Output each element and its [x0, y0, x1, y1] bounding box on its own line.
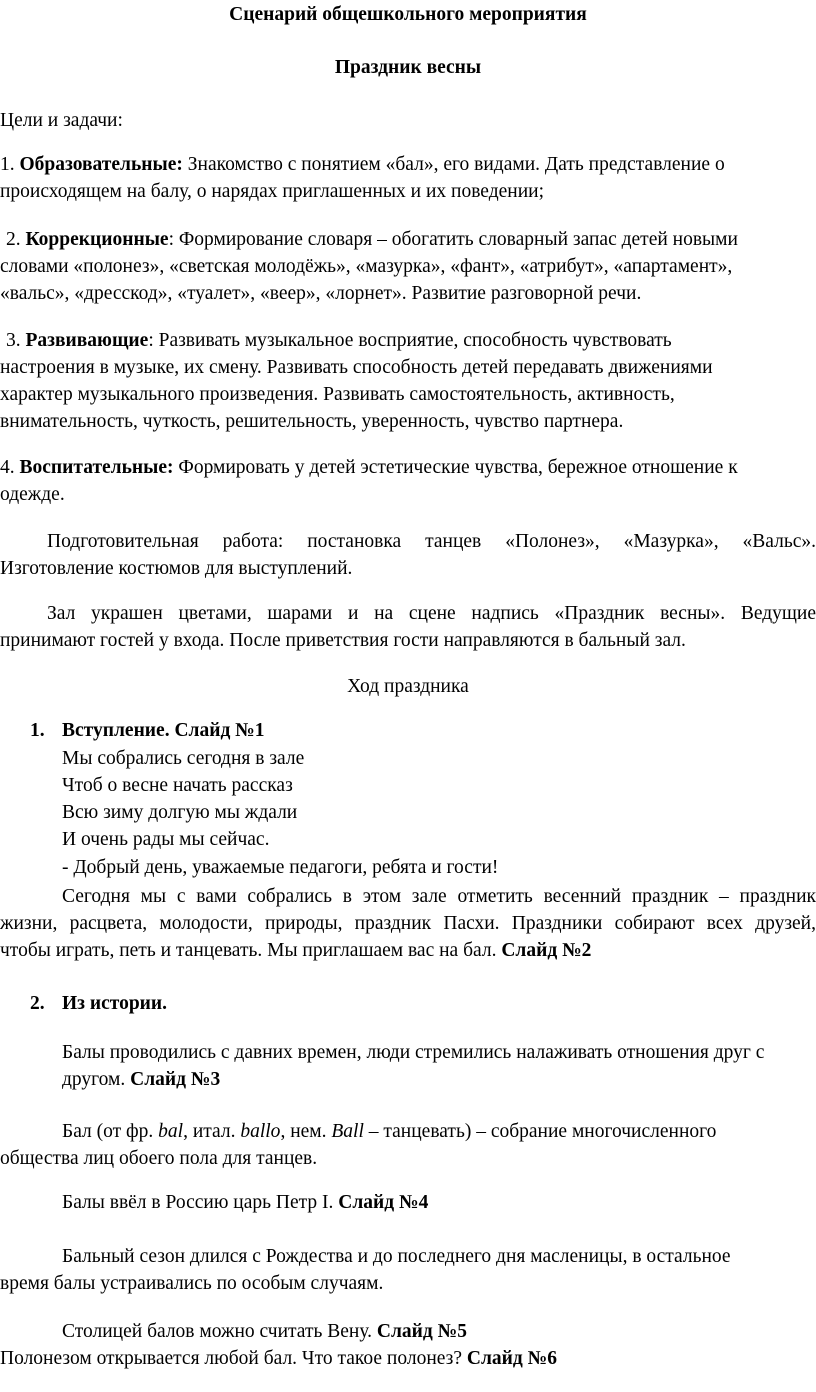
goal-text: : Формирование словаря – обогатить словарный запас детей новыми: [168, 229, 738, 250]
poem-line: Чтоб о весне начать рассказ: [62, 775, 293, 796]
poem-line: И очень рады мы сейчас.: [62, 829, 270, 850]
paragraph-line: Балы проводились с давних времен, люди стремились налаживать отношения друг с: [62, 1042, 765, 1063]
goals-heading: Цели и задачи:: [0, 110, 123, 131]
goal-text: настроения в музыке, их смену. Развивать способность детей передавать движениями: [0, 357, 713, 378]
definition-line: Бал (от фр. bal, итал. ballo, нем. Ball – танцевать) – собрание многочисленного: [62, 1121, 717, 1142]
goal-text: «вальс», «дресскод», «туалет», «веер», «лорнет». Развитие разговорной речи.: [0, 283, 642, 304]
poem-line: Всю зиму долгую мы ждали: [62, 802, 298, 823]
slide-ref: Слайд №2: [501, 940, 592, 961]
paragraph-line: Сегодня мы с вами собрались в этом зале отметить весенний праздник – праздник: [62, 886, 816, 907]
page-title: Сценарий общешкольного мероприятия: [229, 4, 587, 25]
goal-text: : Развивать музыкальное восприятие, способность чувствовать: [148, 330, 672, 351]
paragraph-line: Полонезом открывается любой бал. Что такое полонез?: [0, 1348, 463, 1369]
goal-number: 1.: [0, 154, 15, 175]
paragraph-line: Столицей балов можно считать Вену.: [62, 1321, 373, 1342]
goal-text: Формировать у детей эстетические чувства, бережное отношение к: [178, 457, 738, 478]
goal-label: Развивающие: [25, 330, 149, 351]
poem-line: Мы собрались сегодня в зале: [62, 748, 305, 769]
definition-line: общества лиц обоего пола для танцев.: [0, 1148, 318, 1169]
goal-text: внимательность, чуткость, решительность, уверенность, чувство партнера.: [0, 411, 624, 432]
section-number: 2.: [30, 993, 45, 1014]
section-heading: Из истории.: [62, 993, 168, 1014]
goal-text: словами «полонез», «светская молодёжь», «мазурка», «фант», «атрибут», «апартамент»,: [0, 256, 733, 277]
section-heading: Вступление. Слайд №1: [62, 720, 265, 741]
goal-label: Воспитательные:: [19, 457, 174, 478]
slide-ref: Слайд №3: [130, 1069, 221, 1090]
slide-ref: Слайд №5: [376, 1321, 467, 1342]
goal-text: одежде.: [0, 484, 65, 505]
paragraph-line: жизни, расцвета, молодости, природы, праздник Пасхи. Праздники собирают всех друзей,: [0, 913, 816, 934]
goal-number: 3.: [6, 330, 21, 351]
paragraph-line: чтобы играть, петь и танцевать. Мы приглашаем вас на бал.: [0, 940, 497, 961]
goal-text: происходящем на балу, о нарядах приглашенных и их поведении;: [0, 181, 545, 202]
section-number: 1.: [30, 720, 45, 741]
page-subtitle: Праздник весны: [334, 57, 482, 78]
goal-label: Коррекционные: [25, 229, 169, 250]
paragraph-line: Бальный сезон длился с Рождества и до последнего дня масленицы, в остальное: [62, 1246, 731, 1267]
goal-label: Образовательные:: [19, 154, 183, 175]
slide-ref: Слайд №6: [466, 1348, 557, 1369]
goal-text: характер музыкального произведения. Развивать самостоятельность, активность,: [0, 384, 675, 405]
paragraph-line: время балы устраивались по особым случаям.: [0, 1273, 384, 1294]
course-heading: Ход праздника: [347, 676, 469, 697]
goal-number: 2.: [6, 229, 21, 250]
slide-ref: Слайд №4: [338, 1192, 429, 1213]
goal-number: 4.: [0, 457, 15, 478]
goal-text: Знакомство с понятием «бал», его видами. Дать представление о: [187, 154, 725, 175]
greeting: - Добрый день, уважаемые педагоги, ребята и гости!: [62, 857, 499, 878]
paragraph-line: Балы ввёл в Россию царь Петр I.: [62, 1192, 334, 1213]
